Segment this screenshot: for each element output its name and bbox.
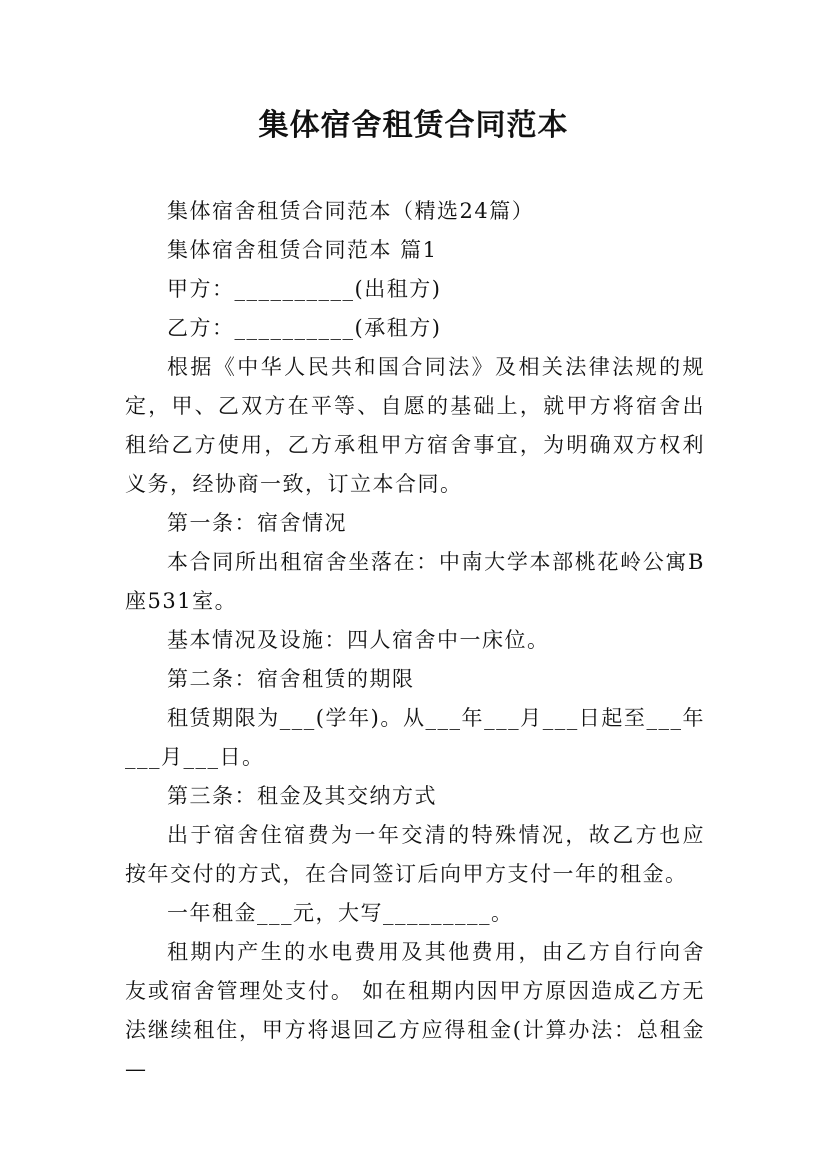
- paragraph-article-1-heading: 第一条：宿舍情况: [167, 511, 347, 535]
- paragraph-subtitle: 集体宿舍租赁合同范本（精选24篇）: [167, 199, 535, 223]
- paragraph-party-a: 甲方：__________(出租方): [167, 277, 442, 301]
- document-title: 集体宿舍租赁合同范本: [258, 108, 569, 143]
- paragraph-party-b: 乙方：__________(承租方): [167, 316, 442, 340]
- paragraph-article-3-heading: 第三条：租金及其交纳方式: [167, 784, 437, 808]
- paragraph-facilities: 基本情况及设施：四人宿舍中一床位。: [167, 628, 550, 652]
- paragraph-section-heading: 集体宿舍租赁合同范本 篇1: [167, 238, 438, 262]
- paragraph-preamble: 根据《中华人民共和国合同法》及相关法律法规的规定，甲、乙双方在平等、自愿的基础上，就甲方将宿舍出租给乙方使用，乙方承租甲方宿舍事宜，为明确双方权利义务，经协商一致，订立本合同。: [125, 355, 705, 496]
- paragraph-utilities: 租期内产生的水电费用及其他费用，由乙方自行向舍友或宿舍管理处支付。 如在租期内因甲方原因造成乙方无法继续租住，甲方将退回乙方应得租金(计算办法：总租金—: [125, 940, 705, 1081]
- paragraph-payment-method: 出于宿舍住宿费为一年交清的特殊情况，故乙方也应按年交付的方式，在合同签订后向甲方支付一年的租金。: [125, 823, 705, 886]
- document-body: [125, 192, 705, 1089]
- paragraph-annual-rent: 一年租金___元，大写_________。: [167, 901, 514, 925]
- paragraph-location: 本合同所出租宿舍坐落在：中南大学本部桃花岭公寓B座531室。: [125, 550, 705, 613]
- paragraph-article-2-heading: 第二条：宿舍租赁的期限: [167, 667, 415, 691]
- paragraph-lease-term: 租赁期限为___(学年)。从___年___月___日起至___年___月___日。: [125, 706, 705, 769]
